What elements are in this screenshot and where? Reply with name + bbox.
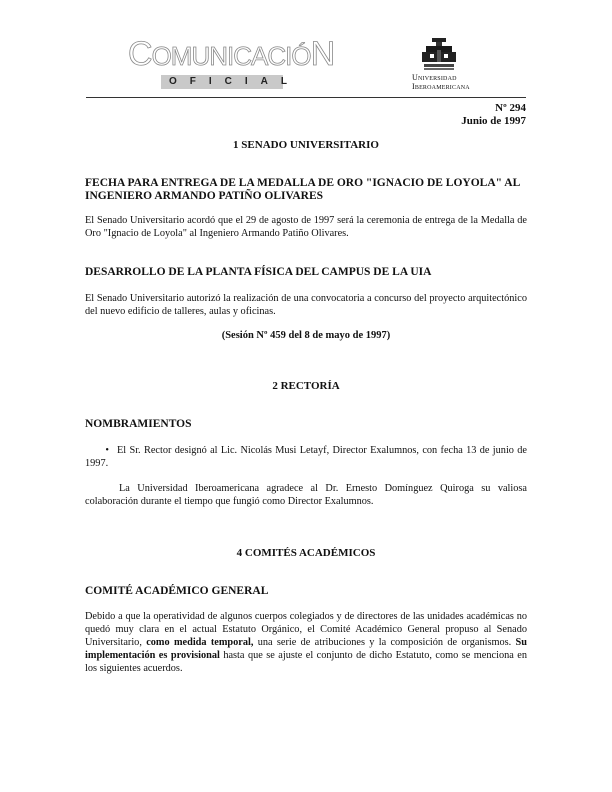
paragraph-part-3: hasta que se ajuste el conjunto de dicho Estatuto, como se menciona en los siguientes acuerdos. <box>85 650 527 674</box>
heading-comite-general: COMITÉ ACADÉMICO GENERAL <box>85 585 269 597</box>
bullet-nombramiento-text: El Sr. Rector designó al Lic. Nicolás Musi Letayf, Director Exalumnos, con fecha 13 de junio de 1997. <box>85 445 527 469</box>
paragraph-planta-fisica: El Senado Universitario autorizó la realización de una convocatoria a concurso del proyecto arquitectónico del nuevo edificio de talleres, aulas y oficinas. <box>85 293 527 317</box>
heading-medalla-line1: FECHA PARA ENTREGA DE LA MEDALLA DE ORO "IGNACIO DE LOYOLA" AL <box>85 177 521 189</box>
masthead-title-middle: OMUNICACIÓ <box>151 41 311 71</box>
paragraph-agradecimiento <box>85 482 527 508</box>
issue-info <box>461 102 526 128</box>
section-title-rectoria: 2 RECTORÍA <box>272 380 340 392</box>
masthead-title <box>128 36 334 74</box>
heading-medalla-line2: INGENIERO ARMANDO PATIÑO OLIVARES <box>85 190 324 202</box>
issue-number: Nº 294 <box>495 102 526 114</box>
masthead-title-final: N <box>310 35 335 73</box>
paragraph-agradecimiento-text: La Universidad Iberoamericana agradece al Dr. Ernesto Domínguez Quiroga su valiosa colaboración durante el tiempo que fungió como Director Exalumnos. <box>85 483 527 507</box>
issue-date: Junio de 1997 <box>461 115 526 127</box>
bullet-icon: • <box>105 445 109 456</box>
masthead-title-initial: C <box>128 35 152 73</box>
bullet-nombramiento <box>85 444 527 470</box>
session-note: (Sesión Nº 459 del 8 de mayo de 1997) <box>221 330 391 341</box>
masthead-subtitle: OFICIAL <box>161 75 283 89</box>
heading-nombramientos: NOMBRAMIENTOS <box>85 418 192 430</box>
heading-planta-fisica: DESARROLLO DE LA PLANTA FÍSICA DEL CAMPUS DE LA UIA <box>85 266 432 278</box>
section-title-comites: 4 COMITÉS ACADÉMICOS <box>236 547 376 559</box>
paragraph-emphasis-1: como medida temporal, <box>146 637 254 648</box>
paragraph-part-1: Debido a que la operatividad de algunos cuerpos colegiados y de directores de las unidades académicas no quedó muy clara en el actual Estatuto Orgánico, el Comité Académico General propuso al Senado Universitario, <box>85 611 527 648</box>
heading-medalla <box>85 177 527 203</box>
paragraph-part-2: una serie de atribuciones y la composición de organismos. <box>253 637 516 648</box>
university-name-line2: Iberoamericana <box>412 82 470 91</box>
section-title-senado: 1 SENADO UNIVERSITARIO <box>233 139 379 151</box>
paragraph-comite-general <box>85 610 527 675</box>
university-crest-icon <box>420 38 458 72</box>
paragraph-medalla: El Senado Universitario acordó que el 29 de agosto de 1997 será la ceremonia de entrega de la Medalla de Oro "Ignacio de Loyola" al Ingeniero Armando Patiño Olivares. <box>85 215 527 239</box>
paragraph-emphasis-2: Su implementación es provisional <box>85 637 527 661</box>
university-name <box>412 73 470 91</box>
university-name-line1: Universidad <box>412 73 457 82</box>
header-divider <box>86 97 526 98</box>
